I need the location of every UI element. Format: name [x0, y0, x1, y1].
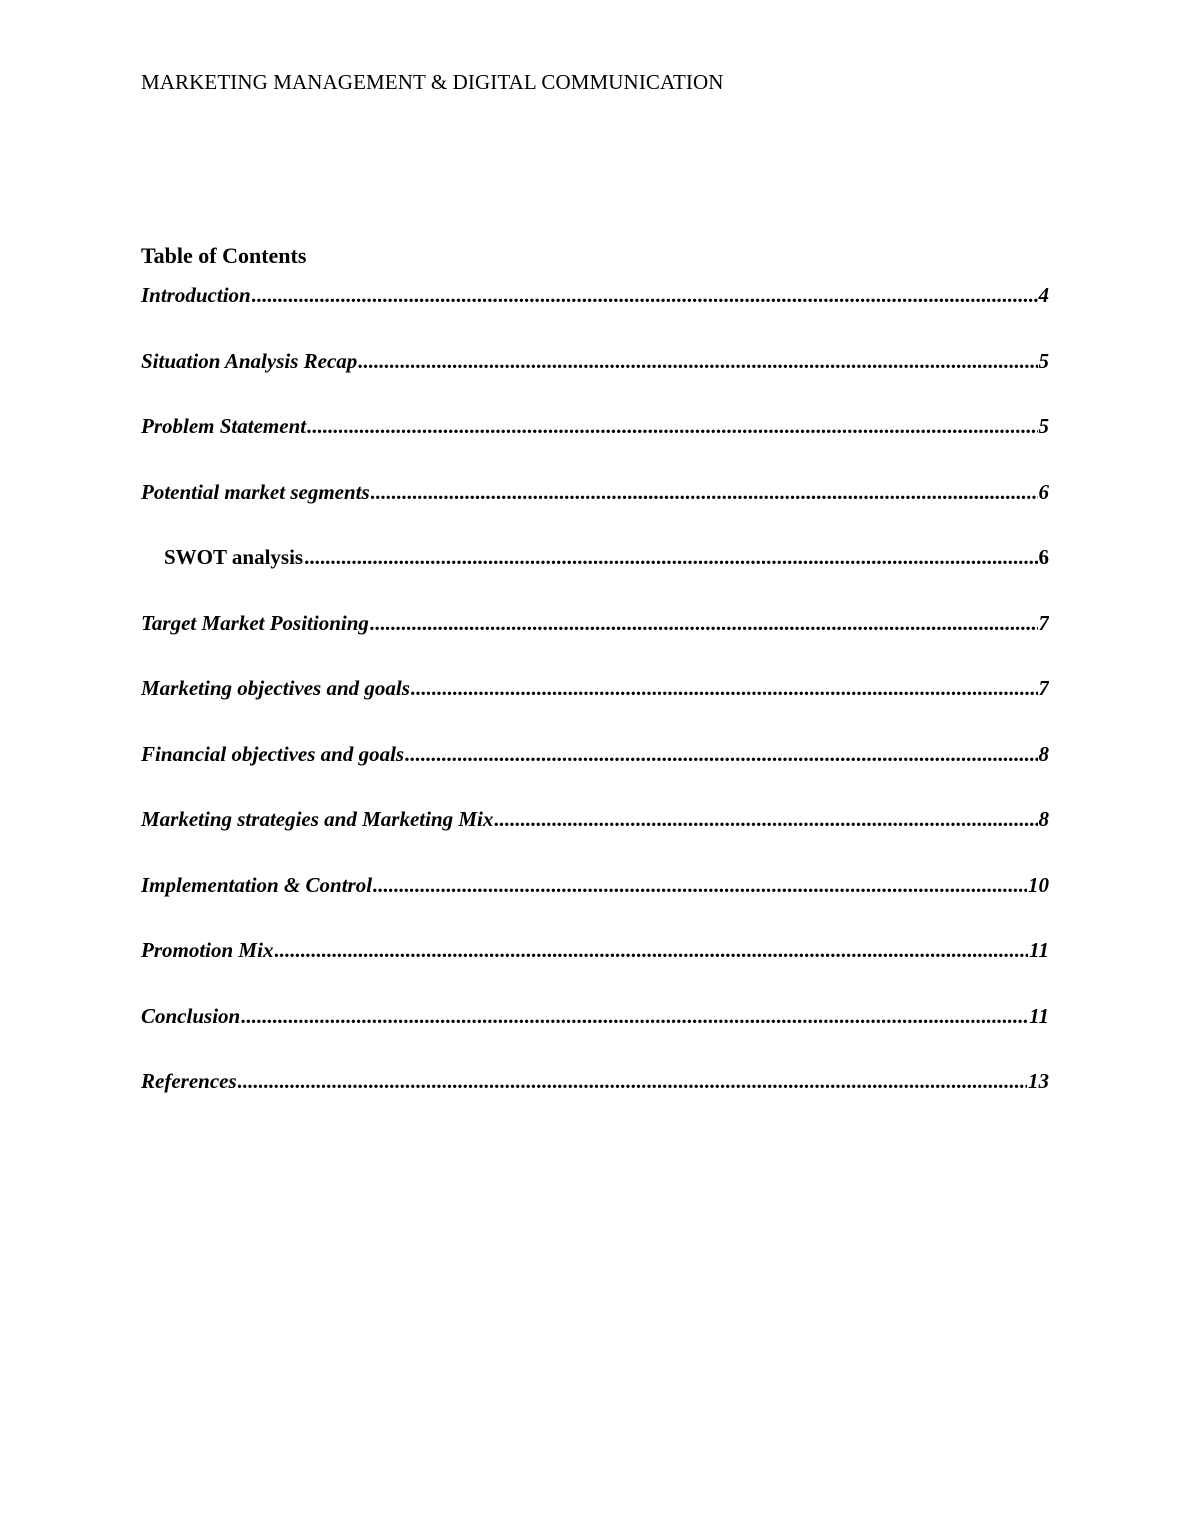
toc-dot-leader [307, 414, 1037, 439]
toc-dot-leader [494, 807, 1037, 832]
toc-entry-label: Situation Analysis Recap [141, 348, 358, 373]
toc-entry-label: Problem Statement [141, 414, 307, 438]
toc-entry-references[interactable] [141, 1069, 1049, 1135]
toc-entry-label: Potential market segments [141, 479, 370, 504]
table-of-contents [141, 283, 1049, 1135]
toc-entry-page: 6 [1038, 545, 1049, 569]
toc-entry-label: Marketing objectives and goals [141, 676, 410, 700]
toc-entry-label: Conclusion [141, 1003, 241, 1028]
toc-entry-promotion-mix[interactable] [141, 938, 1049, 1004]
toc-entry-page: 5 [1038, 348, 1049, 373]
toc-entry-page: 7 [1038, 610, 1049, 635]
toc-entry-page: 6 [1038, 479, 1049, 504]
toc-entry-conclusion[interactable] [141, 1004, 1049, 1070]
toc-entry-page: 11 [1029, 1003, 1049, 1028]
toc-entry-label: Implementation & Control [141, 872, 373, 897]
running-header: MARKETING MANAGEMENT & DIGITAL COMMUNICATION [141, 70, 724, 94]
toc-entry-page: 4 [1038, 283, 1049, 307]
toc-entry-page: 11 [1029, 938, 1049, 962]
toc-entry-page: 8 [1038, 741, 1049, 766]
toc-dot-leader [241, 1004, 1028, 1029]
toc-entry-page: 5 [1038, 414, 1049, 438]
toc-dot-leader [274, 938, 1028, 963]
toc-entry-marketing-strategies-and-marketing-mix[interactable] [141, 807, 1049, 873]
toc-dot-leader [304, 545, 1037, 570]
toc-entry-label: References [141, 1069, 237, 1093]
toc-dot-leader [252, 283, 1038, 308]
toc-entry-implementation-and-control[interactable] [141, 873, 1049, 939]
toc-dot-leader [238, 1069, 1027, 1094]
toc-entry-label: Marketing strategies and Marketing Mix [141, 807, 494, 831]
toc-dot-leader [411, 676, 1038, 701]
toc-entry-label: Promotion Mix [141, 938, 274, 962]
toc-entry-introduction[interactable] [141, 283, 1049, 349]
toc-dot-leader [358, 349, 1037, 374]
toc-entry-page: 8 [1038, 807, 1049, 831]
toc-entry-page: 7 [1038, 676, 1049, 700]
toc-entry-financial-objectives-and-goals[interactable] [141, 742, 1049, 808]
toc-entry-marketing-objectives-and-goals[interactable] [141, 676, 1049, 742]
toc-entry-page: 10 [1028, 872, 1049, 897]
toc-entry-label: Financial objectives and goals [141, 741, 405, 766]
toc-dot-leader [373, 873, 1027, 898]
toc-entry-label: Target Market Positioning [141, 610, 369, 635]
toc-entry-swot-analysis[interactable] [141, 545, 1049, 611]
toc-dot-leader [371, 480, 1038, 505]
toc-entry-potential-market-segments[interactable] [141, 480, 1049, 546]
toc-dot-leader [370, 611, 1038, 636]
toc-title: Table of Contents [141, 243, 307, 268]
toc-entry-target-market-positioning[interactable] [141, 611, 1049, 677]
toc-entry-label: Introduction [141, 283, 251, 307]
toc-entry-situation-analysis-recap[interactable] [141, 349, 1049, 415]
toc-entry-label: SWOT analysis [164, 545, 304, 569]
toc-entry-problem-statement[interactable] [141, 414, 1049, 480]
toc-dot-leader [405, 742, 1037, 767]
toc-entry-page: 13 [1028, 1069, 1049, 1093]
